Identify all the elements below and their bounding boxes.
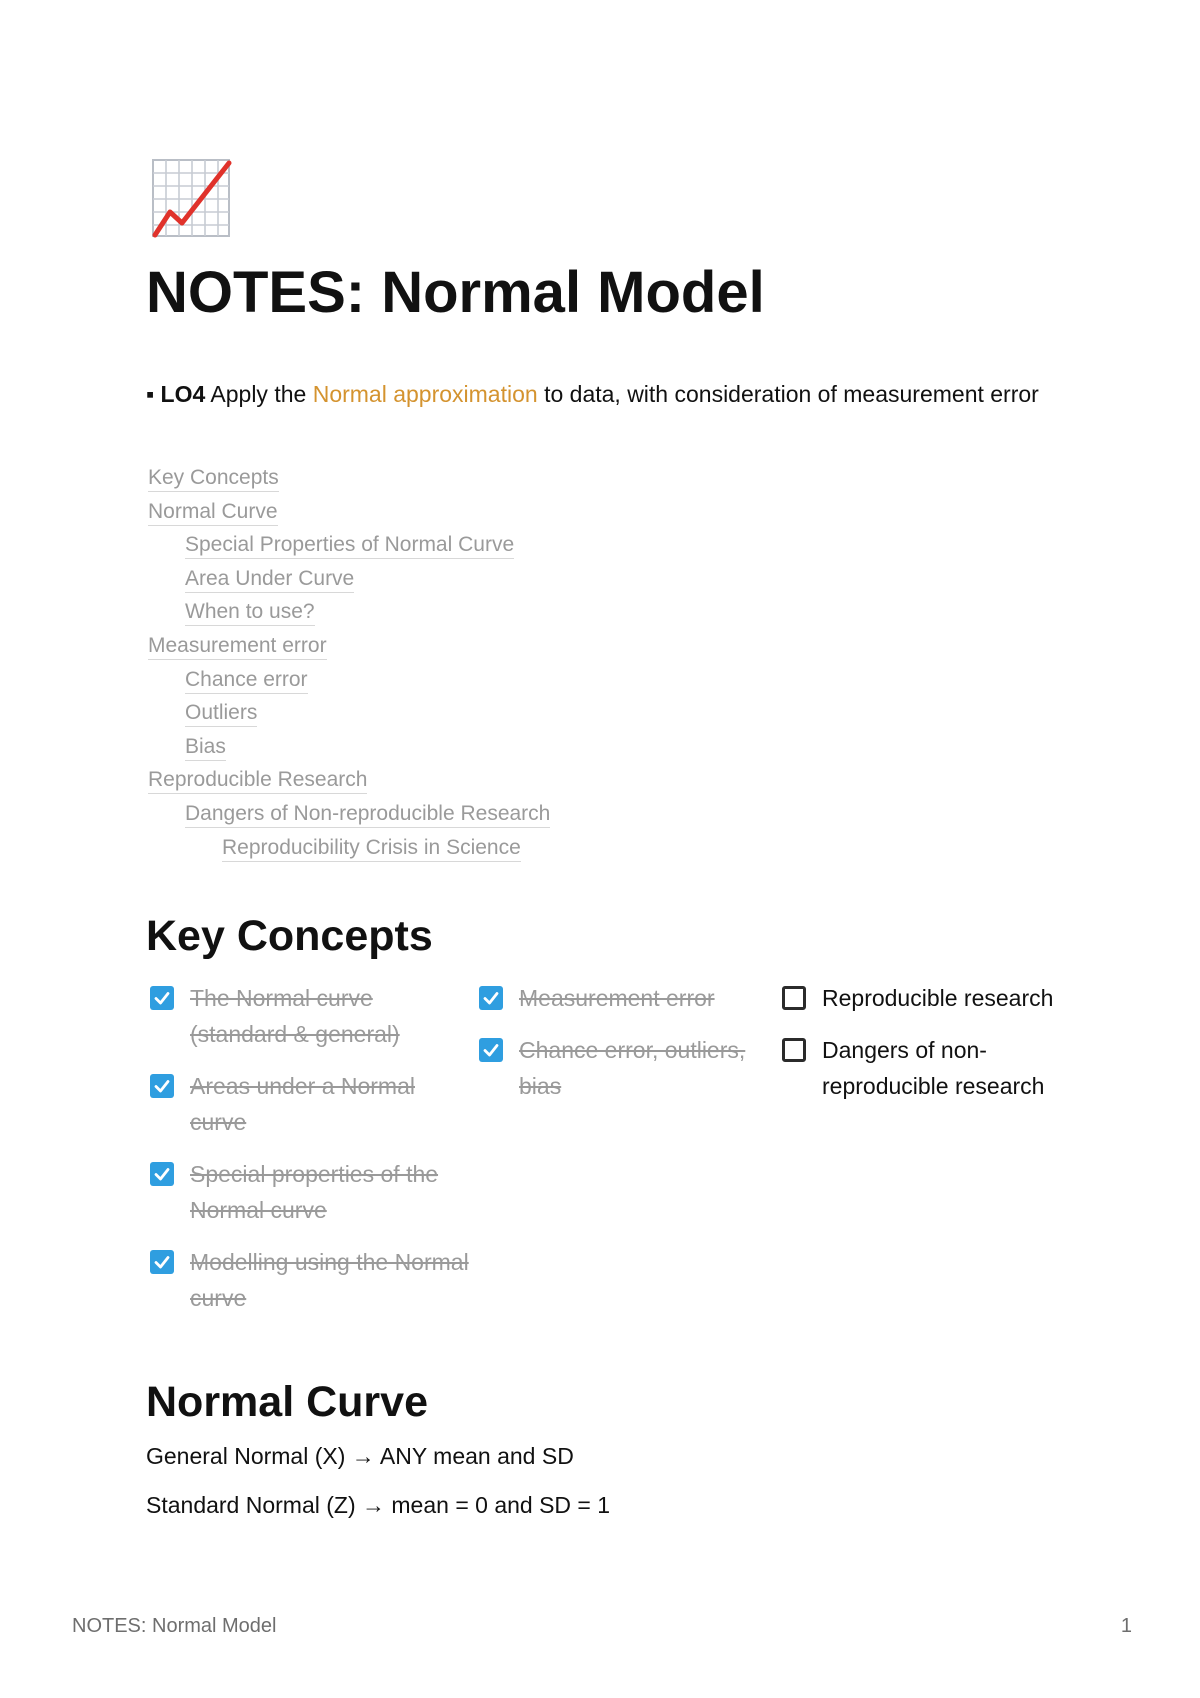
- toc-item-area-under-curve[interactable]: Area Under Curve: [148, 563, 550, 597]
- toc-item-when-to-use[interactable]: When to use?: [148, 596, 550, 630]
- toc-item-reproducibility-crisis[interactable]: Reproducibility Crisis in Science: [148, 832, 550, 866]
- checked-checkbox[interactable]: [479, 986, 503, 1010]
- learning-outcome: [146, 376, 1076, 412]
- page-number: 1: [1120, 1615, 1132, 1637]
- lo-highlight: Normal approximation: [312, 381, 538, 407]
- todo-item: [479, 980, 769, 1016]
- checkmark-icon: [482, 989, 500, 1007]
- section-heading-normal-curve: Normal Curve: [146, 1378, 428, 1426]
- checked-checkbox[interactable]: [150, 1162, 174, 1186]
- todo-text: Modelling using the Normal curve: [190, 1249, 469, 1311]
- todo-text: Special properties of the Normal curve: [190, 1161, 439, 1223]
- page-title: NOTES: Normal Model: [146, 260, 765, 325]
- todo-text: Areas under a Normal curve: [190, 1073, 415, 1135]
- toc-item-bias[interactable]: Bias: [148, 731, 550, 765]
- unchecked-checkbox[interactable]: [782, 1038, 806, 1062]
- checkmark-icon: [153, 1253, 171, 1271]
- chart-increasing-icon: [150, 157, 234, 241]
- toc-item-key-concepts[interactable]: Key Concepts: [148, 462, 550, 496]
- todo-column-3: [782, 980, 1082, 1120]
- toc-item-special-properties[interactable]: Special Properties of Normal Curve: [148, 529, 550, 563]
- checkmark-icon: [153, 989, 171, 1007]
- checked-checkbox[interactable]: [150, 986, 174, 1010]
- checkmark-icon: [153, 1077, 171, 1095]
- todo-item: [782, 980, 1082, 1016]
- checked-checkbox[interactable]: [150, 1074, 174, 1098]
- toc-item-normal-curve[interactable]: Normal Curve: [148, 496, 550, 530]
- todo-item: [150, 1068, 470, 1140]
- todo-text: Dangers of non-reproducible research: [822, 1037, 1045, 1099]
- footer-title: NOTES: Normal Model: [72, 1615, 277, 1637]
- todo-item: [782, 1032, 1082, 1104]
- todo-item: [150, 980, 470, 1052]
- todo-column-2: [479, 980, 769, 1120]
- standard-normal-line: Standard Normal (Z) → mean = 0 and SD = 1: [146, 1492, 611, 1518]
- checkmark-icon: [482, 1041, 500, 1059]
- todo-text: Reproducible research: [822, 985, 1054, 1011]
- todo-column-1: [150, 980, 470, 1332]
- todo-item: [150, 1156, 470, 1228]
- lo-code: LO4: [160, 381, 206, 407]
- lo-text-before: Apply the: [205, 381, 313, 407]
- todo-item: [150, 1244, 470, 1316]
- lo-text-after: to data, with consideration of measurement error: [537, 381, 1039, 407]
- todo-text: The Normal curve (standard & general): [190, 985, 400, 1047]
- table-of-contents: [148, 462, 550, 865]
- toc-item-chance-error[interactable]: Chance error: [148, 664, 550, 698]
- checked-checkbox[interactable]: [150, 1250, 174, 1274]
- checked-checkbox[interactable]: [479, 1038, 503, 1062]
- general-normal-line: General Normal (X) → ANY mean and SD: [146, 1443, 574, 1469]
- todo-item: [479, 1032, 769, 1104]
- toc-item-outliers[interactable]: Outliers: [148, 697, 550, 731]
- toc-item-reproducible-research[interactable]: Reproducible Research: [148, 764, 550, 798]
- todo-text: Measurement error: [519, 985, 715, 1011]
- toc-item-measurement-error[interactable]: Measurement error: [148, 630, 550, 664]
- toc-item-dangers[interactable]: Dangers of Non-reproducible Research: [148, 798, 550, 832]
- section-heading-key-concepts: Key Concepts: [146, 912, 433, 960]
- todo-text: Chance error, outliers, bias: [519, 1037, 746, 1099]
- bullet-icon: ▪: [146, 381, 155, 407]
- unchecked-checkbox[interactable]: [782, 986, 806, 1010]
- checkmark-icon: [153, 1165, 171, 1183]
